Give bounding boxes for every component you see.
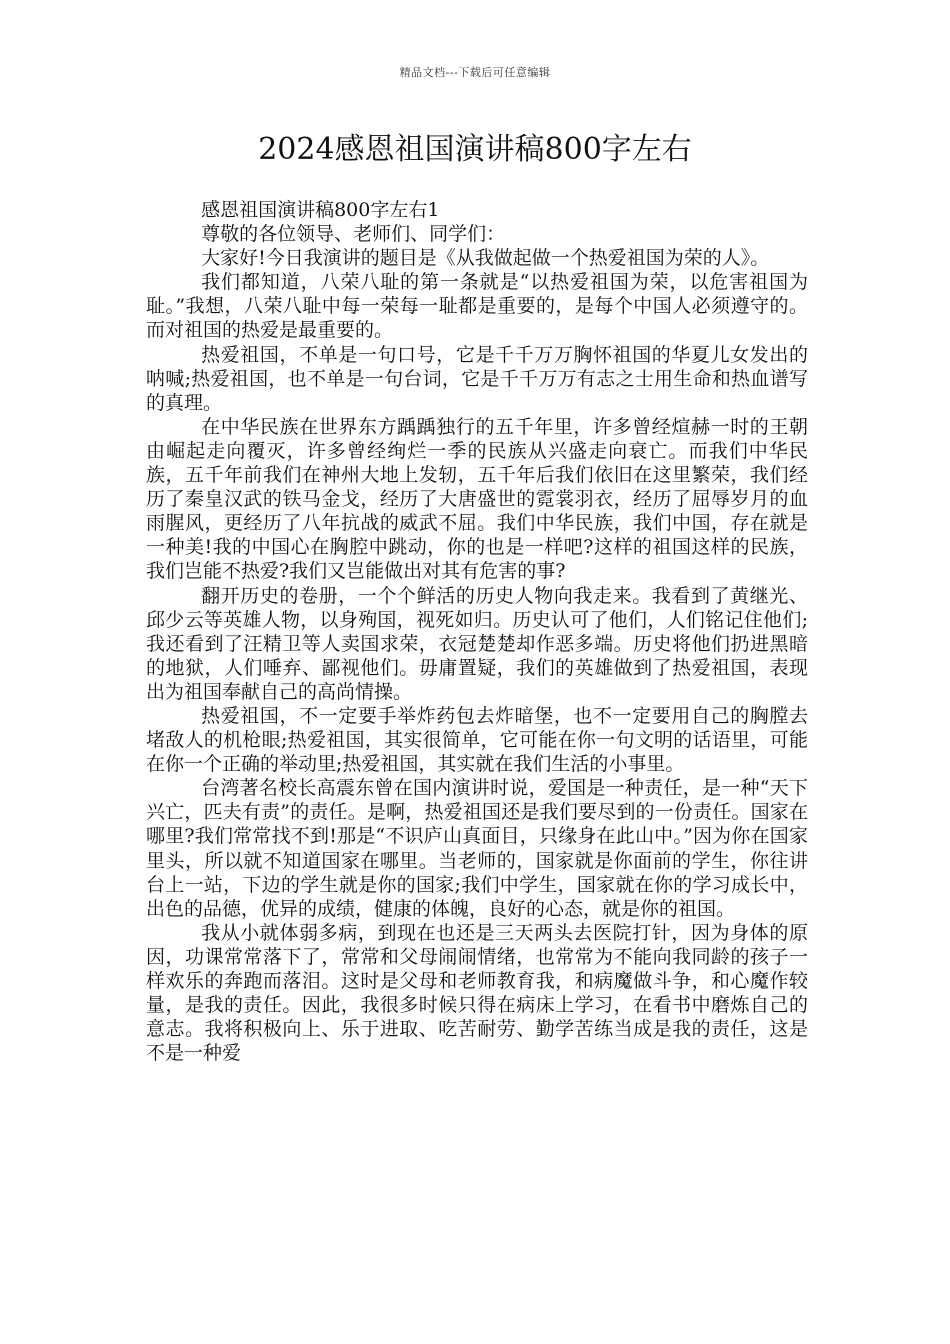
paragraph: 在中华民族在世界东方踽踽独行的五千年里，许多曾经煊赫一时的王朝由崛起走向覆灭，许多曾经绚烂一季的民族从兴盛走向衰亡。而我们中华民族，五千年前我们在神州大地上发轫，五千年后我们依旧在这里繁荣，我们经历了秦皇汉武的铁马金戈，经历了大唐盛世的霓裳羽衣，经历了屈辱岁月的血雨腥风，更经历了八年抗战的威武不屈。我们中华民族，我们中国，存在就是一种美!我的中国心在胸腔中跳动，你的也是一样吧?这样的祖国这样的民族，我们岂能不热爱?我们又岂能做出对其有危害的事?	[146, 415, 808, 583]
paragraph-salutation: 尊敬的各位领导、老师们、同学们：	[201, 223, 506, 246]
paragraph: 热爱祖国，不一定要手举炸药包去炸暗堡，也不一定要用自己的胸膛去堵敌人的机枪眼;热爱祖国，其实很简单，它可能在你一句文明的话语里，可能在你一个正确的举动里;热爱祖国，其实就在我们生活的小事里。	[146, 704, 808, 776]
document-body	[146, 198, 808, 1065]
paragraph: 翻开历史的卷册，一个个鲜活的历史人物向我走来。我看到了黄继光、邱少云等英雄人物，以身殉国，视死如归。历史认可了他们，人们铭记住他们;我还看到了汪精卫等人卖国求荣，衣冠楚楚却作恶多端。历史将他们扔进黑暗的地狱，人们唾弃、鄙视他们。毋庸置疑，我们的英雄做到了热爱祖国，表现出为祖国奉献自己的高尚情操。	[146, 584, 808, 703]
paragraph: 大家好!今日我演讲的题目是《从我做起做一个热爱祖国为荣的人》。	[201, 247, 770, 270]
paragraph-subtitle: 感恩祖国演讲稿800字左右1	[201, 199, 440, 221]
paragraph: 我们都知道，八荣八耻的第一条就是“以热爱祖国为荣，以危害祖国为耻。”我想，八荣八耻中每一荣每一耻都是重要的，是每个中国人必须遵守的。而对祖国的热爱是最重要的。	[146, 271, 808, 342]
document-title: 2024感恩祖国演讲稿800字左右	[258, 132, 692, 167]
paragraph: 我从小就体弱多病，到现在也还是三天两头去医院打针，因为身体的原因，功课常常落下了，常常和父母闹闹情绪，也常常为不能向我同龄的孩子一样欢乐的奔跑而落泪。这时是父母和老师教育我，和病魔做斗争，和心魔作较量，是我的责任。因此，我很多时候只得在病床上学习，在看书中磨炼自己的意志。我将积极向上、乐于进取、吃苦耐劳、勤学苦练当成是我的责任，这是不是一种爱	[146, 921, 808, 1065]
header-note: 精品文档---下载后可任意编辑	[399, 66, 551, 79]
paragraph: 台湾著名校长高震东曾在国内演讲时说，爱国是一种责任，是一种“天下兴亡，匹夫有责”的责任。是啊，热爱祖国还是我们要尽到的一份责任。国家在哪里?我们常常找不到!那是“不识庐山真面目，只缘身在此山中。”因为你在国家里头，所以就不知道国家在哪里。当老师的，国家就是你面前的学生，你往讲台上一站，下边的学生就是你的国家;我们中学生，国家就在你的学习成长中，出色的品德，优异的成绩，健康的体魄，良好的心态，就是你的祖国。	[146, 777, 808, 920]
paragraph: 热爱祖国，不单是一句口号，它是千千万万胸怀祖国的华夏儿女发出的呐喊;热爱祖国，也不单是一句台词，它是千千万万有志之士用生命和热血谱写的真理。	[146, 343, 808, 414]
